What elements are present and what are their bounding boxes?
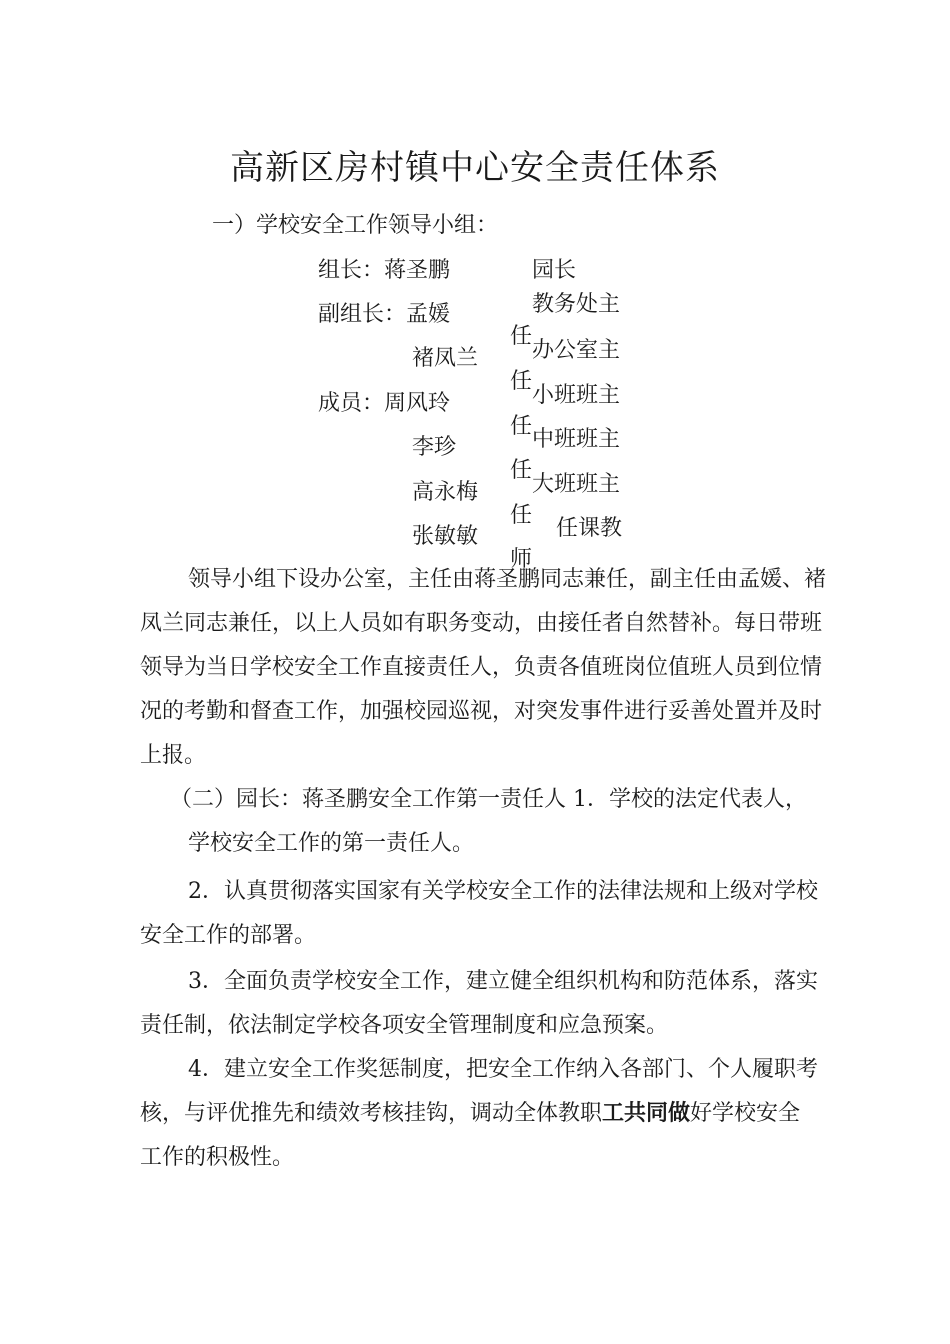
item-2: 2．认真贯彻落实国家有关学校安全工作的法律法规和上级对学校安全工作的部署。 [140, 879, 818, 948]
member-role: 教务处主 [532, 292, 621, 317]
member-role-overflow: 任 [510, 503, 533, 528]
section-2-heading: （二）园长：蒋圣鹏安全工作第一责任人 1．学校的法定代表人， [170, 787, 807, 812]
item-4-text-end: 好学校安全工作的积极性。 [140, 1101, 801, 1170]
member-role: 任课教 [556, 516, 623, 541]
member-label: 李珍 [412, 435, 457, 460]
item-4-bold-text: 工共同做 [602, 1101, 691, 1126]
member-role: 中班班主 [532, 427, 621, 452]
section-1-heading: 一）学校安全工作领导小组： [212, 213, 499, 238]
member-role: 园长 [532, 258, 577, 283]
member-role-overflow: 任 [510, 369, 533, 394]
item-3: 3．全面负责学校安全工作，建立健全组织机构和防范体系，落实责任制，依法制定学校各项安全管理制度和应急预案。 [140, 969, 818, 1038]
member-role-overflow: 任 [510, 324, 533, 349]
member-label: 副组长：孟媛 [318, 302, 451, 327]
paragraph-office: 领导小组下设办公室，主任由蒋圣鹏同志兼任，副主任由孟媛、褚凤兰同志兼任，以上人员如有职务变动，由接任者自然替补。每日带班领导为当日学校安全工作直接责任人，负责各值班岗位值班人员到位情况的考勤和督查工作，加强校园巡视，对突发事件进行妥善处置并及时上报。 [140, 567, 827, 768]
member-label: 组长：蒋圣鹏 [318, 258, 451, 283]
member-label: 张敏敏 [412, 524, 479, 549]
member-role: 大班班主 [532, 472, 621, 497]
member-role-overflow: 任 [510, 414, 533, 439]
item-4-text: 4．建立安全工作奖惩制度，把安全工作纳入各部门、个人履职考核，与评优推先和绩效考核挂钩，调动全体教职 [140, 1057, 818, 1126]
member-role-overflow: 师 [510, 547, 533, 572]
member-label: 褚凤兰 [412, 346, 479, 371]
member-label: 成员：周风玲 [318, 391, 451, 416]
member-role-overflow: 任 [510, 458, 533, 483]
section-2-continuation: 学校安全工作的第一责任人。 [188, 831, 475, 856]
member-label: 高永梅 [412, 480, 479, 505]
member-role: 小班班主 [532, 383, 621, 408]
item-4 [140, 1048, 820, 1180]
document-title: 高新区房村镇中心安全责任体系 [230, 148, 720, 188]
member-role: 办公室主 [532, 338, 621, 363]
